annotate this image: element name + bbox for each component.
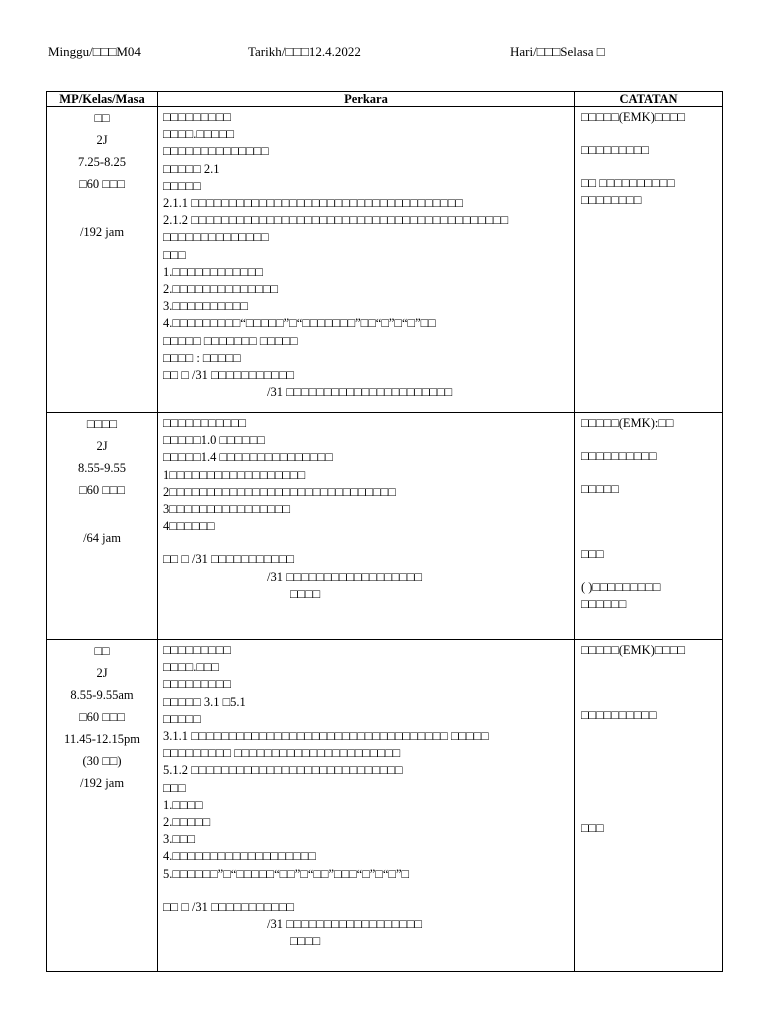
day-label: Hari/□□□Selasa □ [510, 44, 605, 59]
note-line: □□ □□□□□□□□□□ [581, 176, 675, 190]
subject: □□□□ [86, 417, 118, 431]
page-header [48, 44, 728, 64]
hours: /64 jam [83, 531, 121, 545]
hours: /192 jam [79, 225, 125, 239]
content-line: □□□□□1.4 □□□□□□□□□□□□□□□ [163, 450, 333, 465]
note-line: □□□□□□□□□□ [581, 708, 657, 722]
content-line: □□□ [163, 247, 186, 262]
content-line: □□□□□ □□□□□□□ □□□□□ [163, 333, 298, 348]
content-line: □□□□ [290, 586, 321, 601]
date-label: Tarikh/□□□12.4.2022 [248, 44, 361, 59]
subject-cell [47, 107, 158, 413]
header-content: Perkara [158, 92, 575, 107]
content-line: □□□□□□□□□ [163, 643, 231, 657]
subject-cell [47, 640, 158, 972]
content-line: 2.□□□□□□□□□□□□□□ [163, 282, 279, 297]
content-line: 3.□□□□□□□□□□ [163, 299, 248, 314]
content-line: 3□□□□□□□□□□□□□□□□ [163, 502, 291, 517]
content-line: □□ □ /31 □□□□□□□□□□□ [163, 368, 295, 383]
content-line: 2.1.1 □□□□□□□□□□□□□□□□□□□□□□□□□□□□□□□□□□□□ [163, 196, 463, 211]
note-line: □□□□□(EMK):□□ [581, 416, 674, 430]
table-row [47, 640, 723, 972]
note-line: □□□ [581, 547, 604, 561]
table-header-row [47, 92, 723, 107]
content-line: /31 □□□□□□□□□□□□□□□□□□□□□□ [267, 385, 453, 400]
subject: □□ [94, 644, 110, 658]
duration: □60 □□□ [79, 483, 125, 497]
note-line: □□□□□(EMK)□□□□ [581, 110, 686, 124]
class: 2J [96, 666, 108, 680]
content-line: □□□□□ 3.1 □5.1 [163, 694, 246, 709]
table-row [47, 413, 723, 640]
duration: □60 □□□ [79, 710, 125, 724]
notes-cell [575, 640, 723, 972]
note-line: □□□□□□□□□□ [581, 449, 657, 463]
content-line: 3.1.1 □□□□□□□□□□□□□□□□□□□□□□□□□□□□□□□□□□ □□□□□ [163, 729, 489, 744]
note-line: ( )□□□□□□□□□ [581, 580, 661, 594]
content-line: □□□□□ [163, 178, 201, 193]
content-line: □□□□□ 2.1 [163, 161, 220, 176]
content-line: □□□□□□□□□ [163, 110, 231, 124]
lesson-plan-table [46, 91, 723, 972]
class: 2J [96, 439, 108, 453]
content-line: □□□□□□□□□□□□□□ [163, 230, 269, 245]
note-line: □□□□□□□□□ [581, 143, 649, 157]
content-line: □□□□□□□□□ [163, 677, 231, 692]
note-line: □□□□□ [581, 482, 619, 496]
content-line: □□□ [163, 780, 186, 795]
content-line: □□□□.□□□□□ [163, 127, 235, 142]
content-line: /31 □□□□□□□□□□□□□□□□□□ [267, 917, 422, 932]
table-row [47, 107, 723, 413]
duration: □60 □□□ [79, 177, 125, 191]
time-second: 11.45-12.15pm [64, 732, 140, 746]
content-cell [158, 640, 575, 972]
header-subject: MP/Kelas/Masa [47, 92, 158, 107]
content-line: □□□□ [290, 934, 321, 949]
subject: □□ [94, 111, 110, 125]
header-notes: CATATAN [575, 92, 723, 107]
duration-second: (30 □□) [82, 754, 122, 768]
content-line: □□ □ /31 □□□□□□□□□□□ [163, 552, 295, 567]
note-line: □□□ [581, 821, 604, 835]
content-line: □□□□ : □□□□□ [163, 350, 241, 365]
class: 2J [96, 133, 108, 147]
content-line: 4.□□□□□□□□□“□□□□□”□“□□□□□□□”□□“□”□“□”□□ [163, 316, 436, 331]
content-line: □□□□□ [163, 711, 201, 726]
content-line: □□□□□□□□□□□ [163, 416, 247, 430]
content-cell [158, 413, 575, 640]
time: 8.55-9.55 [78, 461, 126, 475]
content-line: □□□□.□□□ [163, 660, 219, 675]
content-line: 1.□□□□ [163, 797, 203, 812]
content-line: /31 □□□□□□□□□□□□□□□□□□ [267, 569, 422, 584]
note-line: □□□□□□□□ [581, 193, 642, 207]
notes-cell [575, 413, 723, 640]
note-line: □□□□□(EMK)□□□□ [581, 643, 686, 657]
content-line: 4.□□□□□□□□□□□□□□□□□□□ [163, 849, 316, 864]
time: 7.25-8.25 [78, 155, 126, 169]
week-label: Minggu/□□□M04 [48, 44, 141, 59]
content-line: 3.□□□ [163, 832, 196, 847]
time: 8.55-9.55am [70, 688, 134, 702]
notes-cell [575, 107, 723, 413]
content-line: 1.□□□□□□□□□□□□ [163, 264, 263, 279]
content-line: 5.1.2 □□□□□□□□□□□□□□□□□□□□□□□□□□□□ [163, 763, 403, 778]
content-line: □□□□□□□□□ □□□□□□□□□□□□□□□□□□□□□□ [163, 746, 401, 761]
content-line: 1□□□□□□□□□□□□□□□□□□ [163, 467, 306, 482]
content-line: □□□□□1.0 □□□□□□ [163, 433, 265, 448]
content-line: 2.1.2 □□□□□□□□□□□□□□□□□□□□□□□□□□□□□□□□□□□□□□□□□□ [163, 213, 509, 228]
note-line: □□□□□□ [581, 597, 627, 611]
content-line: □□ □ /31 □□□□□□□□□□□ [163, 899, 295, 914]
content-line: 2□□□□□□□□□□□□□□□□□□□□□□□□□□□□□□ [163, 484, 396, 499]
content-cell [158, 107, 575, 413]
hours: /192 jam [79, 776, 125, 790]
subject-cell [47, 413, 158, 640]
content-line: 4□□□□□□ [163, 519, 215, 534]
content-line: 5.□□□□□□”□“□□□□□“□□”□“□□”□□□“□”□“□”□ [163, 866, 410, 881]
content-line: 2.□□□□□ [163, 815, 211, 830]
content-line: □□□□□□□□□□□□□□ [163, 144, 269, 159]
